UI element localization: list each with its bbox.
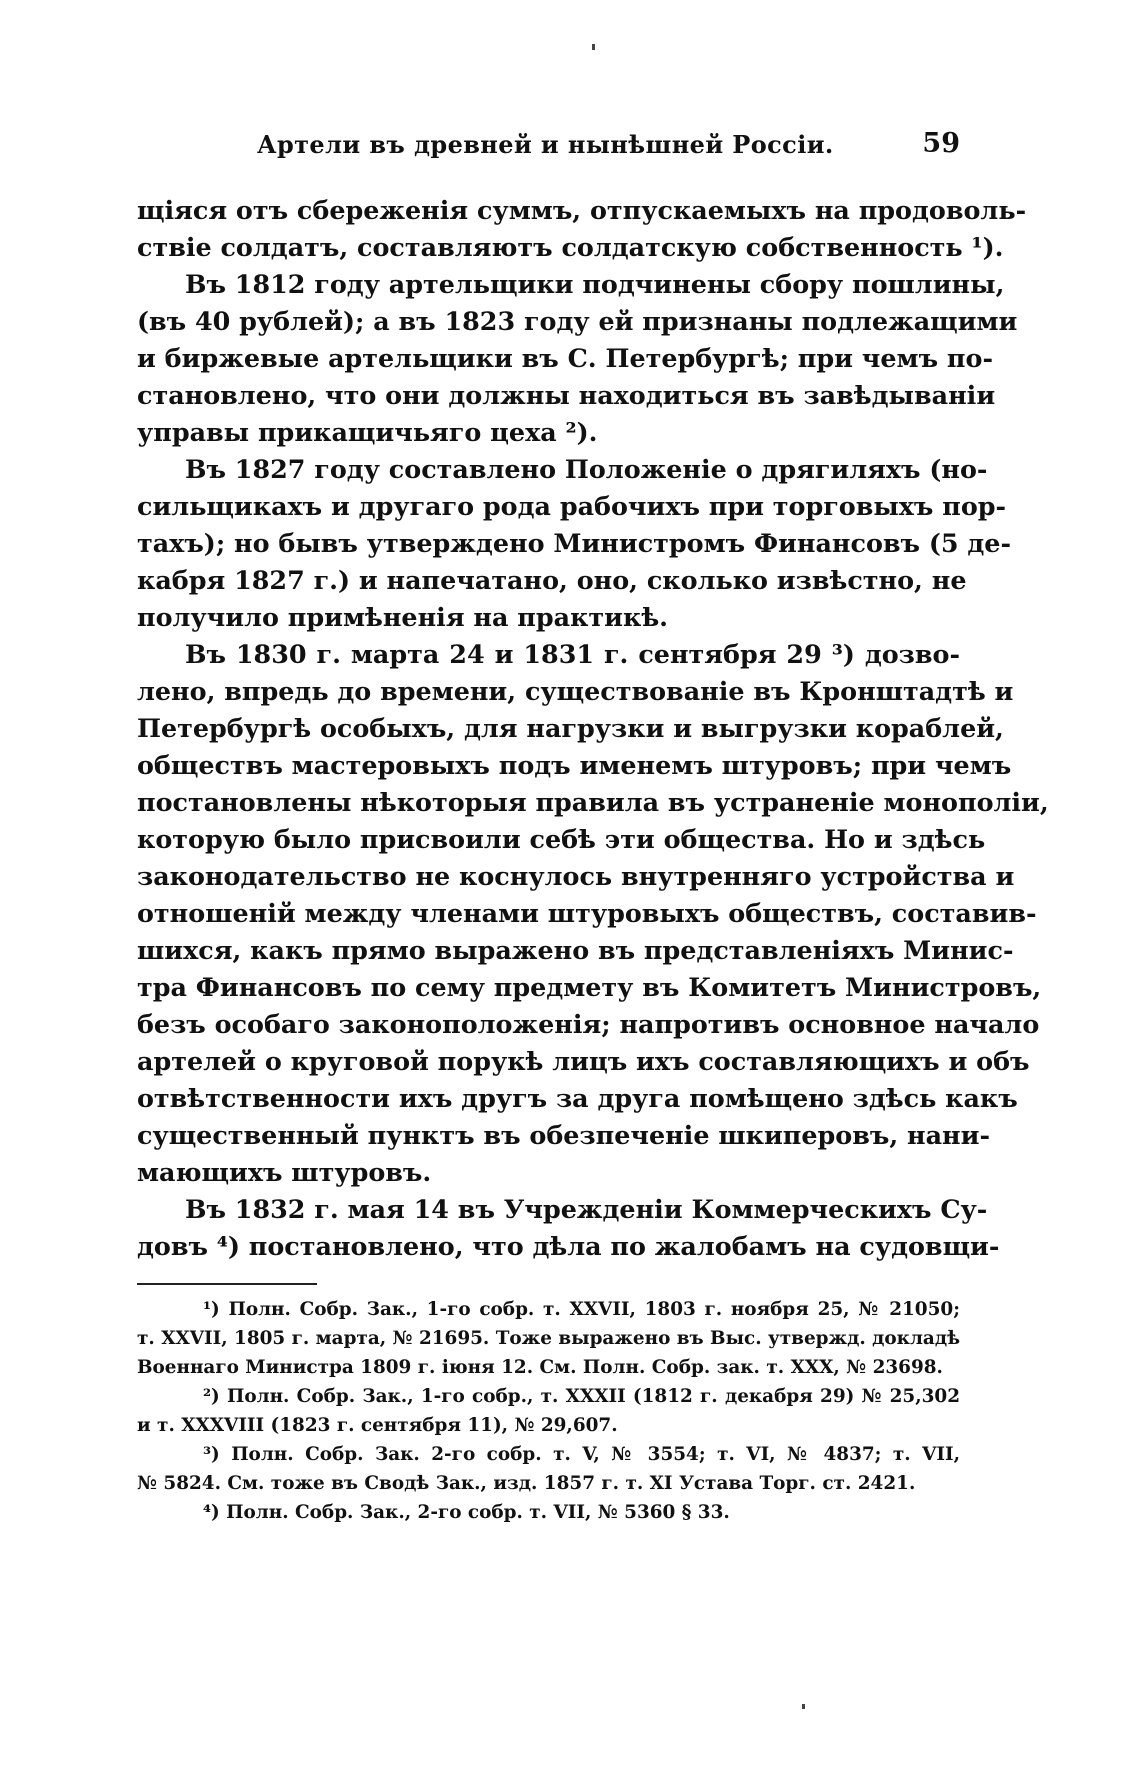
footnote-line: ¹) Полн. Собр. Зак., 1-го собр. т. XXVII, 1803 г. ноября 25, № 21050; xyxy=(203,1299,960,1320)
text-line: Въ 1830 г. марта 24 и 1831 г. сентября 29 ³) дозво- xyxy=(185,639,960,669)
text-line: постановлены нѣкоторыя правила въ устраненіе монополіи, xyxy=(137,787,1049,817)
footnote-line: и т. XXXVIII (1823 г. сентября 11), № 29,607. xyxy=(137,1415,618,1436)
text-line: шихся, какъ прямо выражено въ представленіяхъ Минис- xyxy=(137,935,1014,965)
text-line: существенный пунктъ въ обезпеченіе шкиперовъ, нани- xyxy=(137,1120,990,1150)
footnote-line: ²) Полн. Собр. Зак., 1-го собр., т. XXXII (1812 г. декабря 29) № 25,302 xyxy=(203,1386,960,1407)
text-line: (въ 40 рублей); а въ 1823 году ей признаны подлежащими xyxy=(137,306,1018,336)
text-line: отвѣтственности ихъ другъ за друга помѣщено здѣсь какъ xyxy=(137,1083,1018,1113)
text-line: отношеній между членами штуровыхъ обществъ, составив- xyxy=(137,898,1037,928)
footnote-line: Военнаго Министра 1809 г. іюня 12. См. Полн. Собр. зак. т. XXX, № 23698. xyxy=(137,1357,943,1378)
text-line: мающихъ штуровъ. xyxy=(137,1157,432,1187)
text-line: лено, впредь до времени, существованіе въ Кронштадтѣ и xyxy=(137,676,1014,706)
text-line: получило примѣненія на практикѣ. xyxy=(137,602,669,632)
footnote-line: № 5824. См. тоже въ Сводѣ Зак., изд. 1857 г. т. XI Устава Торг. ст. 2421. xyxy=(137,1473,916,1494)
footnote-line: т. XXVII, 1805 г. марта, № 21695. Тоже выражено въ Выс. утвержд. докладѣ xyxy=(137,1328,961,1349)
running-title: Артели въ древней и нынѣшней Россіи. xyxy=(257,130,834,159)
page-header xyxy=(137,124,960,164)
text-line: довъ ⁴) постановлено, что дѣла по жалобамъ на судовщи- xyxy=(137,1231,1000,1261)
print-speck xyxy=(802,1704,805,1709)
text-line: становлено, что они должны находиться въ завѣдываніи xyxy=(137,380,996,410)
text-line: управы прикащичьяго цеха ²). xyxy=(137,417,598,447)
footnotes xyxy=(137,1295,960,1527)
text-line: Въ 1832 г. мая 14 въ Учрежденіи Коммерческихъ Су- xyxy=(185,1194,988,1224)
text-line: артелей о круговой порукѣ лицъ ихъ составляющихъ и объ xyxy=(137,1046,1030,1076)
text-line: тахъ); но бывъ утверждено Министромъ Финансовъ (5 де- xyxy=(137,528,1011,558)
footnote-divider xyxy=(137,1283,317,1285)
page-number: 59 xyxy=(922,128,960,159)
text-line: Петербургѣ особыхъ, для нагрузки и выгрузки кораблей, xyxy=(137,713,1004,743)
footnote-line: ³) Полн. Собр. Зак. 2-го собр. т. V, № 3554; т. VI, № 4837; т. VII, xyxy=(203,1444,960,1465)
text-line: которую было присвоили себѣ эти общества. Но и здѣсь xyxy=(137,824,986,854)
main-text xyxy=(137,192,1049,1265)
text-line: тра Финансовъ по сему предмету въ Комитетъ Министровъ, xyxy=(137,972,1042,1002)
text-line: Въ 1827 году составлено Положеніе о дрягиляхъ (но- xyxy=(185,454,988,484)
print-speck xyxy=(592,44,595,50)
text-line: кабря 1827 г.) и напечатано, оно, сколько извѣстно, не xyxy=(137,565,967,595)
text-line: Въ 1812 году артельщики подчинены сбору пошлины, xyxy=(185,269,1005,299)
text-line: ствіе солдатъ, составляютъ солдатскую собственность ¹). xyxy=(137,232,1004,262)
text-line: щіяся отъ сбереженія суммъ, отпускаемыхъ на продоволь- xyxy=(137,195,1027,225)
footnote-line: ⁴) Полн. Собр. Зак., 2-го собр. т. VII, № 5360 § 33. xyxy=(203,1502,730,1523)
text-line: безъ особаго законоположенія; напротивъ основное начало xyxy=(137,1009,1040,1039)
text-line: законодательство не коснулось внутренняго устройства и xyxy=(137,861,1015,891)
text-line: обществъ мастеровыхъ подъ именемъ штуровъ; при чемъ xyxy=(137,750,1012,780)
text-line: и биржевые артельщики въ С. Петербургѣ; при чемъ по- xyxy=(137,343,993,373)
text-line: сильщикахъ и другаго рода рабочихъ при торговыхъ пор- xyxy=(137,491,1007,521)
